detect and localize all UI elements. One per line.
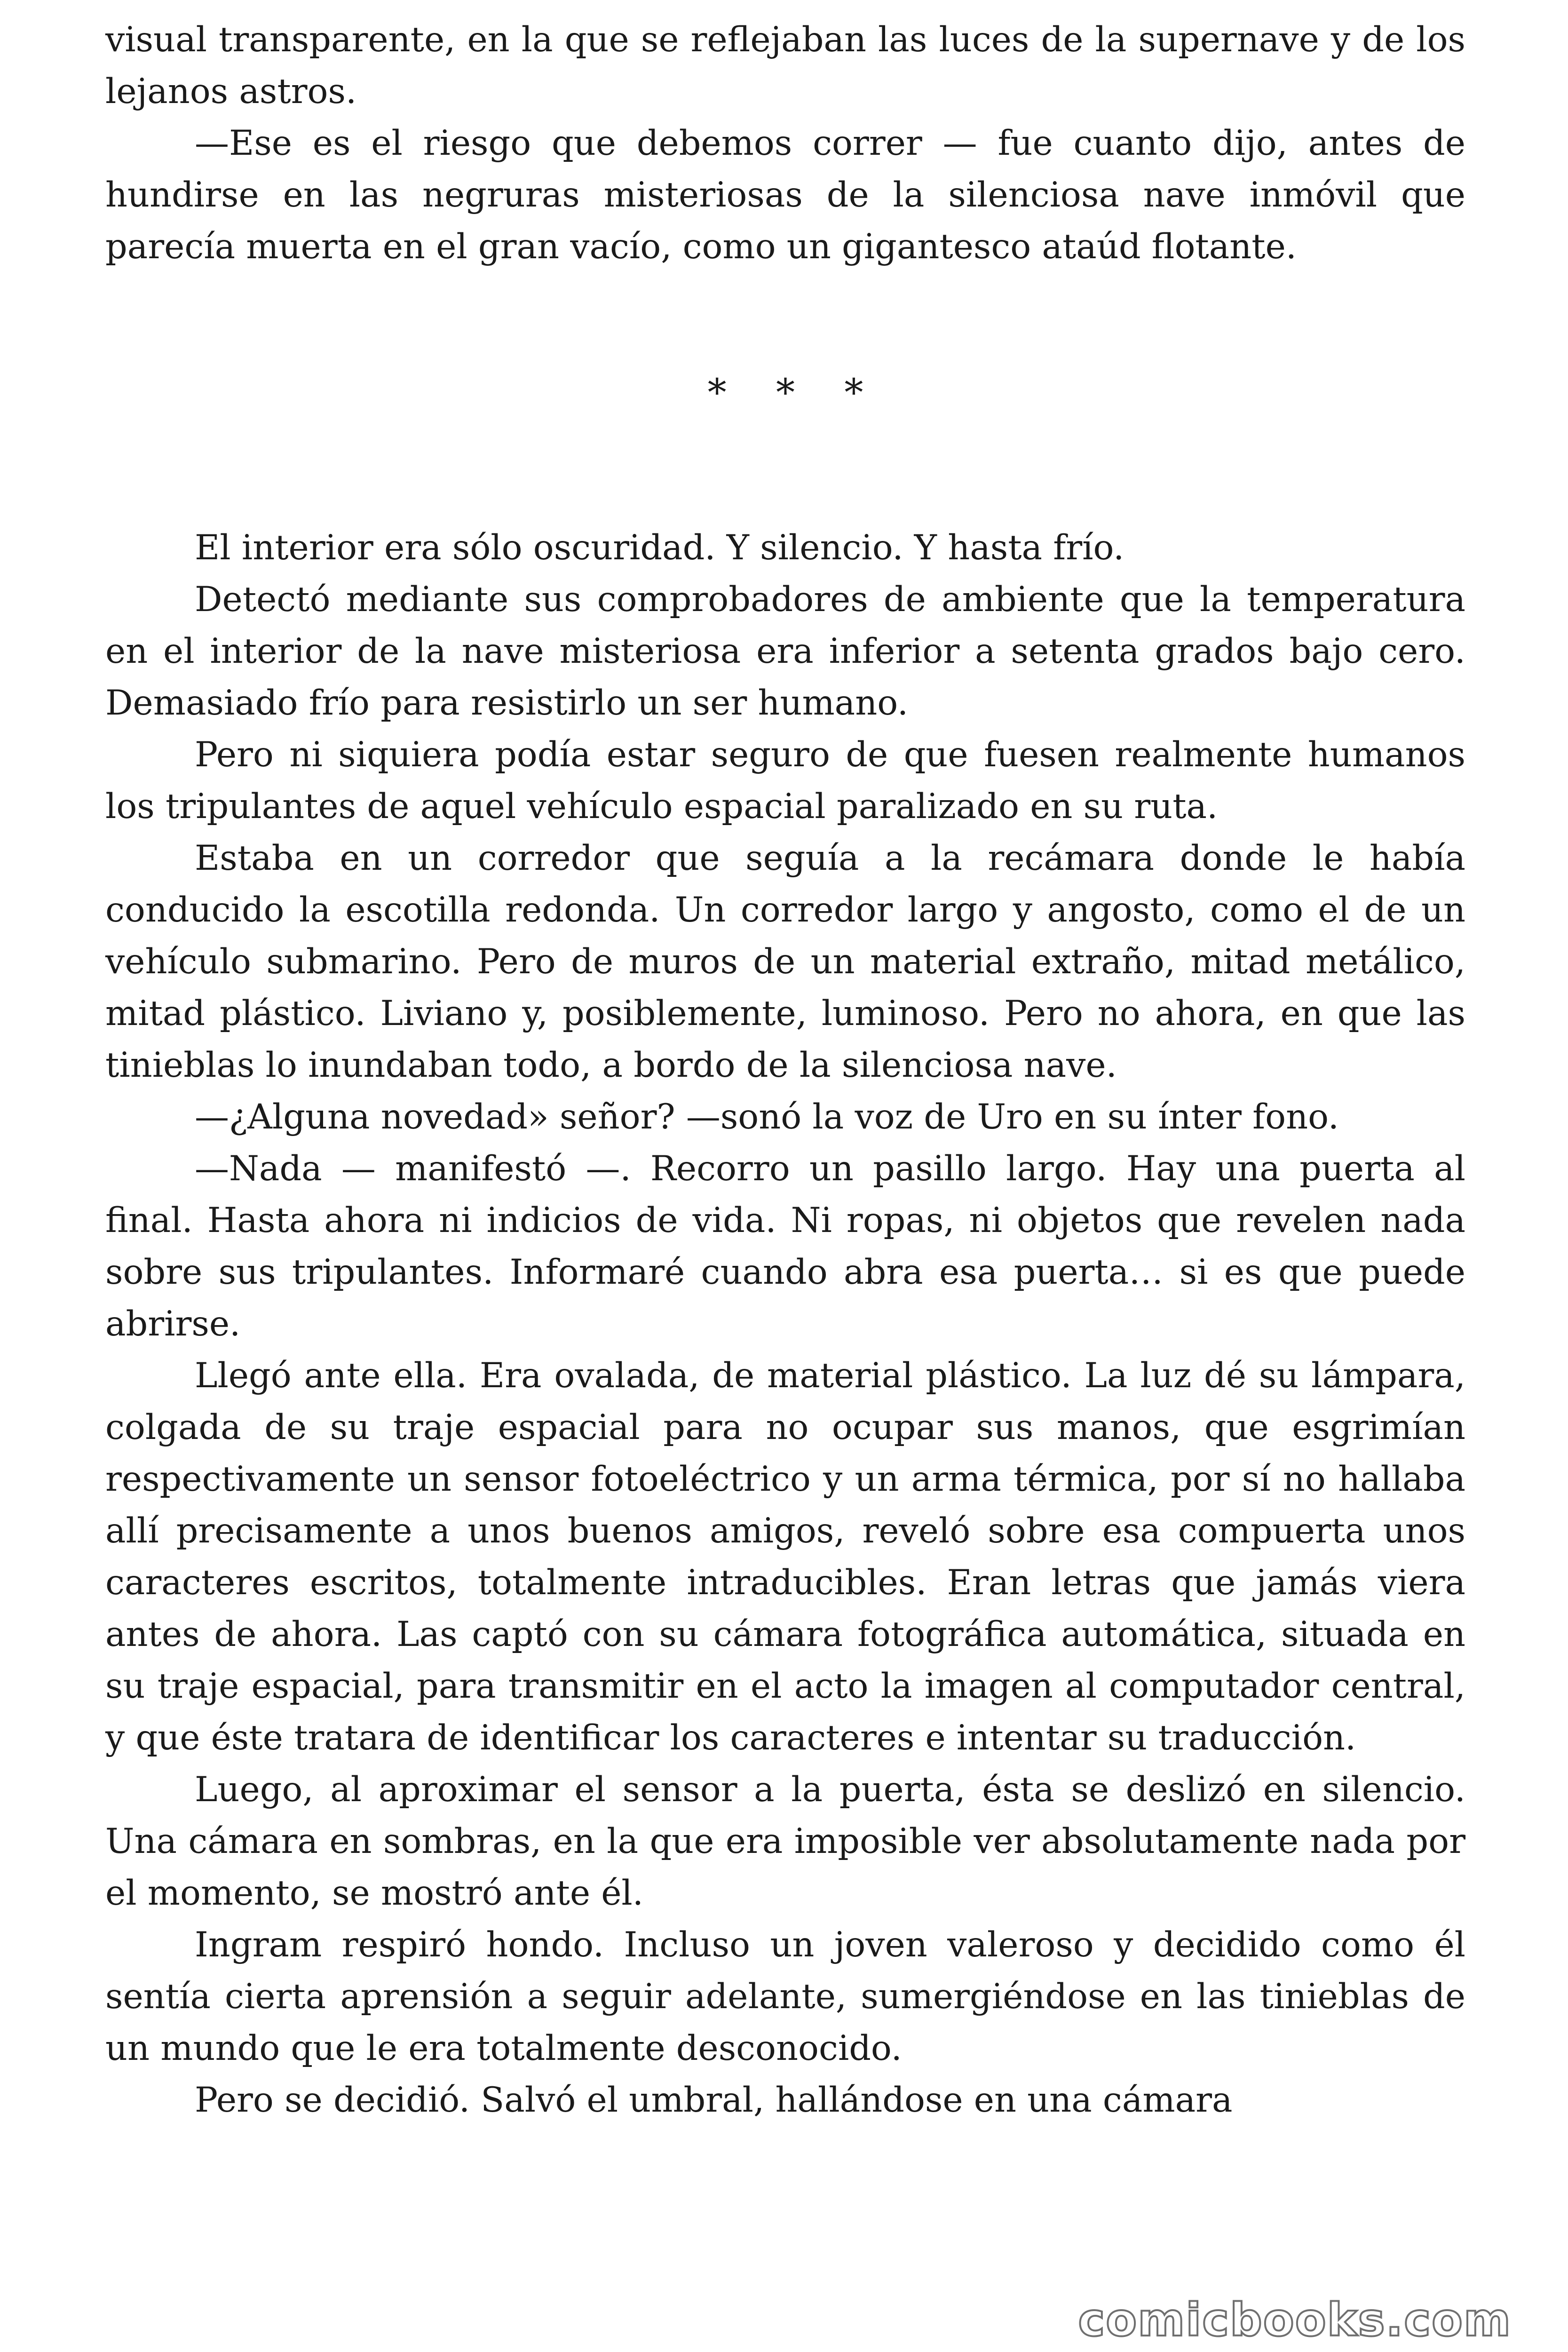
paragraph-continued: visual transparente, en la que se reflejaban las luces de la supernave y de los lejanos astros. [105, 20, 1465, 111]
paragraph: Luego, al aproximar el sensor a la puerta, ésta se deslizó en silencio. Una cámara en sombras, en la que era imposible ver absolutamente nada por el momento, se mostró ante él. [105, 1770, 1465, 1913]
paragraph-last: Pero se decidió. Salvó el umbral, hallándose en una cámara [195, 2080, 1233, 2120]
paragraph-dialogue: —Ese es el riesgo que debemos correr — fue cuanto dijo, antes de hundirse en las negruras misteriosas de la silenciosa nave inmóvil que parecía muerta en el gran vacío, como un gigantesco ataúd flotante. [105, 123, 1465, 267]
paragraph-dialogue: —Nada — manifestó —. Recorro un pasillo largo. Hay una puerta al final. Hasta ahora ni indicios de vida. Ni ropas, ni objetos que revelen nada sobre sus tripulantes. Informaré cuando abra esa puerta… si es que puede abrirse. [105, 1149, 1465, 1344]
paragraph: Detectó mediante sus comprobadores de ambiente que la temperatura en el interior de la nave misteriosa era inferior a setenta grados bajo cero. Demasiado frío para resistirlo un ser humano. [105, 580, 1465, 723]
paragraph: Pero ni siquiera podía estar seguro de que fuesen realmente humanos los tripulantes de aquel vehículo espacial paralizado en su ruta. [105, 735, 1465, 826]
paragraph: El interior era sólo oscuridad. Y silencio. Y hasta frío. [195, 528, 1125, 568]
paragraph: Llegó ante ella. Era ovalada, de material plástico. La luz dé su lámpara, colgada de su traje espacial para no ocupar sus manos, que esgrimían respectivamente un sensor fotoeléctrico y un arma térmica, por sí no hallaba allí precisamente a unos buenos amigos, reveló sobre esa compuerta unos caracteres escritos, totalmente intraducibles. Eran letras que jamás viera antes de ahora. Las captó con su cámara fotográfica automática, situada en su traje espacial, para transmitir en el acto la imagen al computador central, y que éste tratara de identificar los caracteres e intentar su traducción. [105, 1356, 1465, 1758]
watermark-logo: comicbooks.com [1078, 2294, 1512, 2346]
book-page [105, 14, 1465, 2338]
section-separator: * * * [707, 371, 882, 414]
paragraph-dialogue: —¿Alguna novedad» señor? —sonó la voz de Uro en su ínter fono. [195, 1097, 1339, 1137]
paragraph: Ingram respiró hondo. Incluso un joven valeroso y decidido como él sentía cierta aprensión a seguir adelante, sumergiéndose en las tinieblas de un mundo que le era totalmente desconocido. [105, 1925, 1465, 2068]
paragraph: Estaba en un corredor que seguía a la recámara donde le había conducido la escotilla redonda. Un corredor largo y angosto, como el de un vehículo submarino. Pero de muros de un material extraño, mitad metálico, mitad plástico. Liviano y, posiblemente, luminoso. Pero no ahora, en que las tinieblas lo inundaban todo, a bordo de la silenciosa nave. [105, 838, 1465, 1085]
